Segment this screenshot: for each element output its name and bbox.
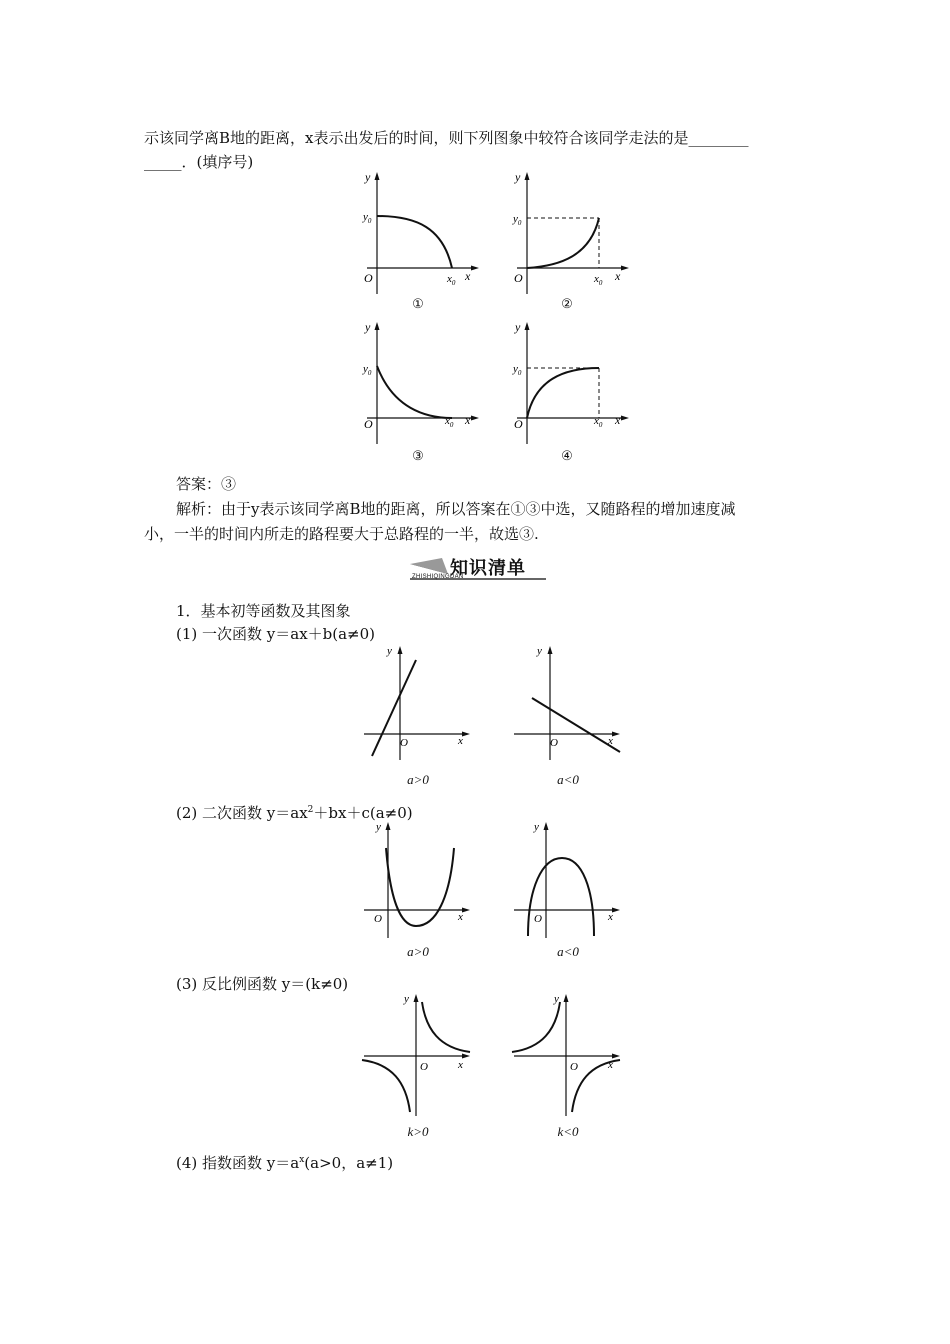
linear-positive-x-label: x — [458, 735, 463, 747]
graph-1 — [355, 168, 480, 298]
item-quadratic: (2) 二次函数 $y=ax^2+bx+c(a\ne 0)$ — [176, 804, 413, 822]
item-inverse: (3) 反比例函数 y＝(k≠0) — [176, 975, 349, 993]
inverse-graph-positive — [360, 990, 475, 1120]
graph-1-caption: ① — [412, 296, 424, 311]
question-line-2: _____．(填序号) — [144, 153, 254, 171]
linear-negative-caption: a<0 — [557, 772, 579, 787]
graph-1-curve — [377, 216, 452, 268]
graph-2-origin: O — [514, 271, 523, 285]
graph-2-x-label: x — [615, 269, 621, 283]
graph-3-y-label: y — [365, 320, 371, 334]
inverse-positive-caption: k>0 — [407, 1124, 429, 1139]
item-linear: (1) 一次函数 y＝ax＋b(a≠0) — [176, 625, 376, 643]
banner-pinyin: ZHISHIQINGDAN — [412, 574, 464, 580]
quadratic-positive-x-label: x — [458, 911, 463, 923]
quadratic-negative-caption: a<0 — [557, 944, 579, 959]
graph-2 — [505, 168, 630, 298]
linear-graph-positive — [360, 642, 475, 767]
linear-positive-caption: a>0 — [407, 772, 429, 787]
knowledge-banner — [408, 552, 548, 584]
graph-3-x-label: x — [465, 413, 471, 427]
graph-2-curve — [527, 218, 599, 268]
linear-negative-y-label: y — [537, 645, 542, 657]
graph-1-origin: O — [364, 271, 373, 285]
quadratic-positive-origin: O — [374, 913, 382, 925]
quadratic-graph-negative — [510, 818, 625, 943]
quadratic-graph-positive — [360, 818, 475, 943]
graph-4-origin: O — [514, 417, 523, 431]
analysis-line-1: 解析：由于y表示该同学离B地的距离，所以答案在①③中选，又随路程的增加速度减 — [176, 500, 736, 518]
inverse-positive-branch-2 — [362, 1060, 410, 1112]
inverse-negative-x-label: x — [608, 1059, 613, 1071]
inverse-negative-origin: O — [570, 1061, 578, 1073]
graph-1-y0: $y_0$ — [363, 211, 372, 225]
quadratic-positive-y-label: y — [376, 821, 381, 833]
graph-3 — [355, 318, 480, 448]
graph-1-x-label: x — [465, 269, 471, 283]
inverse-negative-y-label: y — [554, 993, 559, 1005]
graph-4-caption: ④ — [561, 448, 573, 463]
linear-positive-y-label: y — [387, 645, 392, 657]
graph-4-y0: $y_0$ — [513, 363, 522, 377]
graph-3-origin: O — [364, 417, 373, 431]
graph-2-caption: ② — [561, 296, 573, 311]
linear-positive-line — [372, 660, 416, 756]
graph-4-x0: $x_0$ — [594, 415, 603, 429]
inverse-positive-origin: O — [420, 1061, 428, 1073]
linear-negative-x-label: x — [608, 735, 613, 747]
graph-1-y-label: y — [365, 170, 371, 184]
inverse-positive-branch-1 — [422, 1002, 470, 1052]
graph-1-x0: $x_0$ — [447, 273, 456, 287]
graph-3-caption: ③ — [412, 448, 424, 463]
graph-2-y0: $y_0$ — [513, 213, 522, 227]
quadratic-negative-origin: O — [534, 913, 542, 925]
quadratic-positive-curve — [386, 848, 454, 926]
graph-3-curve — [377, 366, 452, 418]
section-heading: 1．基本初等函数及其图象 — [176, 602, 351, 620]
inverse-positive-x-label: x — [458, 1059, 463, 1071]
graph-3-x0: $x_0$ — [445, 415, 454, 429]
inverse-negative-caption: k<0 — [557, 1124, 579, 1139]
question-line-1: 示该同学离B地的距离，x表示出发后的时间，则下列图象中较符合该同学走法的是________ — [144, 129, 749, 147]
linear-negative-line — [532, 698, 620, 752]
graph-4-curve — [527, 368, 599, 418]
graph-4-x-label: x — [615, 413, 621, 427]
linear-positive-origin: O — [400, 737, 408, 749]
graph-4 — [505, 318, 630, 448]
inverse-graph-negative — [510, 990, 625, 1120]
graph-3-y0: $y_0$ — [363, 363, 372, 377]
graph-4-y-label: y — [515, 320, 521, 334]
banner-title: 知识清单 — [450, 558, 526, 579]
inverse-negative-branch-1 — [512, 1002, 560, 1052]
graph-2-x0: $x_0$ — [594, 273, 603, 287]
graph-2-y-label: y — [515, 170, 521, 184]
quadratic-negative-x-label: x — [608, 911, 613, 923]
inverse-positive-y-label: y — [404, 993, 409, 1005]
analysis-line-2: 小，一半的时间内所走的路程要大于总路程的一半，故选③. — [144, 525, 539, 543]
answer-text: 答案：③ — [176, 475, 237, 493]
item-exponential: (4) 指数函数 $y=a^x(a>0$，a≠1) — [176, 1154, 394, 1172]
linear-graph-negative — [510, 642, 625, 767]
quadratic-negative-y-label: y — [534, 821, 539, 833]
linear-negative-origin: O — [550, 737, 558, 749]
quadratic-positive-caption: a>0 — [407, 944, 429, 959]
